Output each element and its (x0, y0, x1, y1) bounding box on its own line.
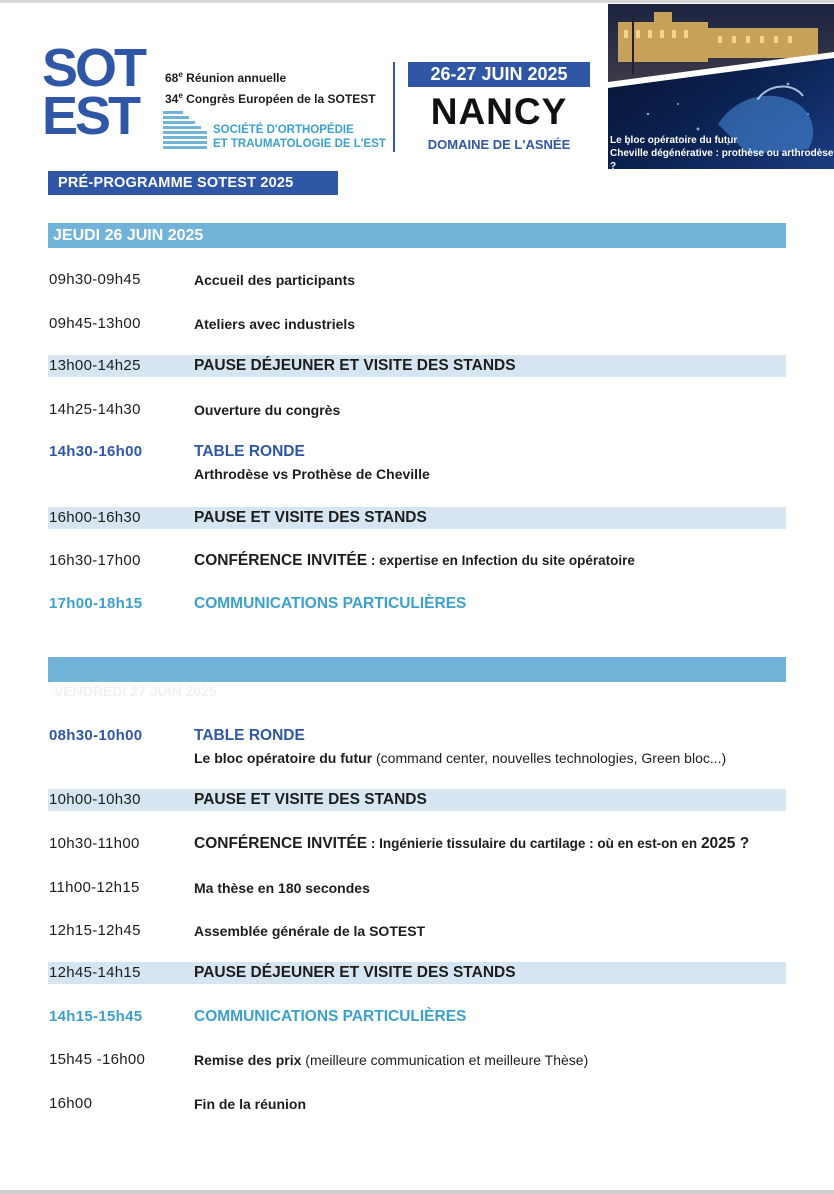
row-label: Ouverture du congrès (194, 402, 341, 418)
row-label: Assemblée générale de la SOTEST (194, 923, 426, 939)
row-label: Ma thèse en 180 secondes (194, 880, 370, 896)
row-time: 08h30-10h00 (49, 727, 143, 744)
edition-text-1: Réunion annuelle (186, 71, 287, 85)
row-label-normal: (meilleure communication et meilleure Thèse) (301, 1052, 589, 1068)
row-label: TABLE RONDE (194, 443, 305, 460)
top-rule (0, 0, 834, 3)
conference-title: CONFÉRENCE INVITÉE (194, 552, 368, 569)
photo-caption-1: Le bloc opératoire du futur (610, 135, 738, 146)
row-label: Ateliers avec industriels (194, 316, 356, 332)
edition-number-2: 34 (165, 92, 179, 106)
pre-programme-badge: PRÉ-PROGRAMME SOTEST 2025 (48, 171, 338, 195)
row-time: 14h25-14h30 (49, 401, 141, 418)
row-sub (194, 747, 726, 769)
row-time: 11h00-12h15 (49, 879, 140, 896)
event-venue: DOMAINE DE L'ASNÉE (427, 137, 571, 152)
row-label: TABLE RONDE (194, 727, 305, 744)
row-label: Accueil des participants (194, 272, 356, 288)
conference-year: 2025 ? (700, 835, 750, 852)
day1-row-5 (48, 441, 786, 485)
row-time: 09h45-13h00 (49, 315, 141, 332)
logo-line-1: SOT (42, 38, 145, 98)
row-sub: Arthrodèse vs Prothèse de Cheville (194, 466, 430, 482)
event-city: NANCY (430, 91, 568, 132)
row-time: 14h15-15h45 (49, 1008, 143, 1025)
society-name (213, 123, 386, 151)
conference-detail: : Ingénierie tissulaire du cartilage : où en est-on en (367, 836, 701, 851)
row-label: PAUSE ET VISITE DES STANDS (194, 791, 427, 808)
row-label: PAUSE DÉJEUNER ET VISITE DES STANDS (194, 357, 516, 374)
event-dates: 26-27 JUIN 2025 (408, 62, 590, 87)
day1-row-6 (48, 507, 786, 529)
day2-title: VENDREDI 27 JUIN 2025 (54, 683, 217, 699)
row-time: 15h45 -16h00 (49, 1051, 146, 1068)
society-stripes-icon (163, 111, 207, 149)
day2-row-6 (48, 962, 786, 984)
photo-caption-2: Cheville dégénérative : prothèse ou arthrodèse ? (610, 148, 834, 172)
row-label (194, 1049, 588, 1071)
conference-detail: : expertise en Infection du site opératoire (367, 553, 635, 568)
row-label: Fin de la réunion (194, 1096, 307, 1112)
conference-title: CONFÉRENCE INVITÉE (194, 835, 368, 852)
row-sub-bold: Le bloc opératoire du futur (194, 750, 373, 766)
row-time: 12h45-14h15 (49, 964, 141, 981)
row-label: COMMUNICATIONS PARTICULIÈRES (194, 595, 467, 612)
edition-info: 68e Réunion annuelle 34e Congrès Européen de la SOTEST (165, 70, 376, 106)
day1-header: JEUDI 26 JUIN 2025 (48, 223, 786, 248)
row-time: 16h00-16h30 (49, 509, 141, 526)
row-label (194, 833, 749, 855)
day2-row-1 (48, 725, 786, 769)
photo-caption (610, 134, 834, 173)
row-sub-normal: (command center, nouvelles technologies, Green bloc...) (372, 750, 727, 766)
row-time: 12h15-12h45 (49, 922, 141, 939)
row-label: PAUSE ET VISITE DES STANDS (194, 509, 427, 526)
row-time: 16h30-17h00 (49, 552, 141, 569)
row-label: COMMUNICATIONS PARTICULIÈRES (194, 1008, 467, 1025)
row-time: 14h30-16h00 (49, 443, 143, 460)
row-time: 17h00-18h15 (49, 595, 143, 612)
row-time: 09h30-09h45 (49, 271, 141, 288)
day2-header (48, 657, 786, 682)
row-label-bold: Remise des prix (194, 1052, 302, 1068)
row-time: 16h00 (49, 1095, 93, 1112)
row-time: 10h00-10h30 (49, 791, 141, 808)
day2-row-2 (48, 789, 786, 811)
header-divider (393, 62, 395, 152)
row-time: 13h00-14h25 (49, 357, 141, 374)
day1-row-3 (48, 355, 786, 377)
edition-text-2: Congrès Européen de la SOTEST (186, 92, 376, 106)
edition-number-1: 68 (165, 71, 179, 85)
row-time: 10h30-11h00 (49, 835, 140, 852)
row-label: PAUSE DÉJEUNER ET VISITE DES STANDS (194, 964, 516, 981)
society-line-1: SOCIÉTÉ D'ORTHOPÉDIE (213, 124, 354, 136)
logo-line-2: EST (42, 86, 139, 146)
bottom-rule (0, 1190, 834, 1194)
sotest-logo (42, 38, 158, 150)
row-label (194, 550, 635, 572)
society-line-2: ET TRAUMATOLOGIE DE L'EST (213, 138, 386, 150)
